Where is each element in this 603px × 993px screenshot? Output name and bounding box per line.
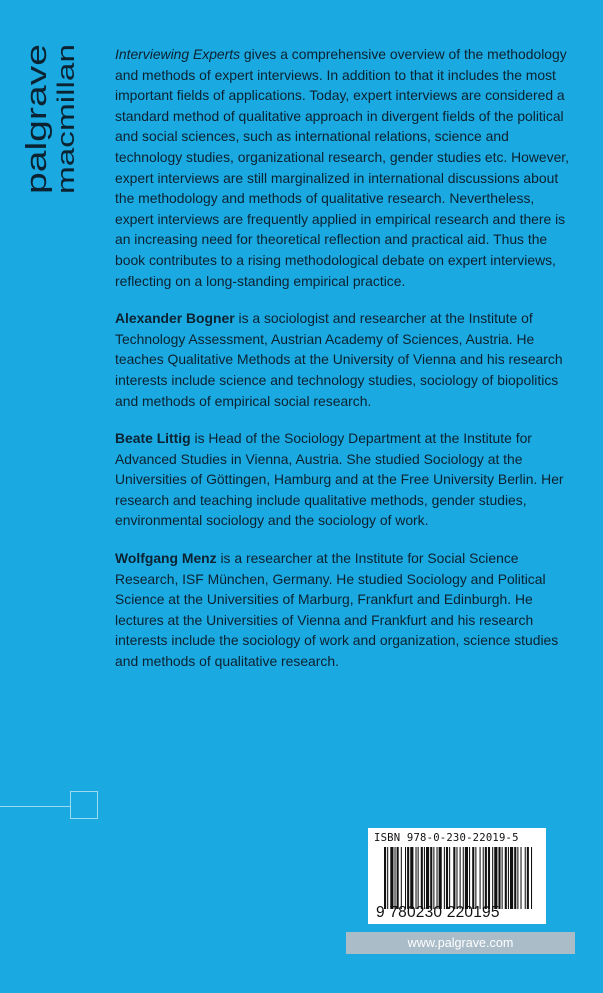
- barcode-bar: [387, 847, 388, 909]
- back-cover-text: [115, 44, 570, 689]
- author-name: Alexander Bogner: [115, 310, 235, 327]
- barcode-bar: [494, 847, 497, 909]
- barcode-bar: [480, 847, 481, 909]
- barcode-bar: [384, 847, 386, 909]
- ean-digits: 9 780230 220195: [376, 904, 500, 921]
- publisher-logo: [14, 44, 80, 194]
- barcode-bar: [498, 847, 500, 909]
- barcode-bar: [421, 847, 423, 909]
- barcode-bar: [405, 847, 406, 909]
- barcode-bar: [527, 847, 529, 909]
- barcode-bar: [426, 847, 429, 909]
- barcode-bar: [463, 847, 464, 909]
- barcode-bar: [430, 847, 432, 909]
- barcode-bar: [525, 847, 526, 909]
- book-description: [115, 44, 570, 291]
- barcode-bar: [531, 847, 532, 909]
- barcode-bar: [433, 847, 434, 909]
- logo-line-palgrave: palgrave: [21, 82, 53, 194]
- barcode-bar: [453, 847, 455, 909]
- barcode-bar: [401, 847, 402, 909]
- barcode-bar: [505, 847, 507, 909]
- barcode-bar: [465, 847, 468, 909]
- author-bio: [115, 428, 570, 531]
- barcode-bar: [446, 847, 448, 909]
- barcode-bar: [475, 847, 476, 909]
- barcode-bar: [390, 847, 393, 909]
- barcode-bar: [492, 847, 493, 909]
- barcode-bar: [485, 847, 487, 909]
- barcode-bar: [444, 847, 445, 909]
- isbn-label: ISBN 978-0-230-22019-5: [374, 832, 519, 844]
- decorative-square-outline: [70, 791, 98, 819]
- barcode-bar: [416, 847, 417, 909]
- book-title: Interviewing Experts: [115, 46, 241, 62]
- barcode-bar: [488, 847, 490, 909]
- isbn-barcode: [368, 828, 546, 924]
- barcode-bar: [469, 847, 470, 909]
- barcode-bar: [439, 847, 442, 909]
- barcode-bar: [410, 847, 413, 909]
- barcode-bar: [418, 847, 419, 909]
- barcode-bar: [437, 847, 438, 909]
- barcode-bar: [456, 847, 457, 909]
- barcode-bar: [508, 847, 509, 909]
- barcode-bars: [374, 847, 540, 909]
- barcode-bar: [472, 847, 474, 909]
- description-body: gives a comprehensive overview of the methodology and methods of expert interviews. In addition to that it includes the most important fields of applications. Today, expert interviews are considered a standard method of qualitative approach in divergent fields of the political and social sciences, such as international relations, science and technology studies, organizational research, gender studies etc. However, expert interviews are still marginalized in international discussions about the methodology and methods of qualitative research. Nevertheless, expert interviews are frequently applied in empirical research and there is an increasing need for theoretical reflection and practical aid. Thus the book contributes to a rising methodological debate on expert interviews, reflecting on a long-standing empirical practice.: [115, 46, 570, 289]
- publisher-website: www.palgrave.com: [346, 932, 575, 954]
- barcode-bar: [449, 847, 450, 909]
- barcode-bar: [460, 847, 461, 909]
- barcode-bar: [521, 847, 522, 909]
- logo-line-macmillan: macmillan: [53, 85, 80, 194]
- barcode-bar: [395, 847, 396, 909]
- author-bio: [115, 308, 570, 411]
- barcode-bar: [514, 847, 516, 909]
- barcode-bar: [397, 847, 399, 909]
- author-bio: [115, 548, 570, 672]
- barcode-bar: [424, 847, 425, 909]
- barcode-bar: [510, 847, 513, 909]
- author-name: Wolfgang Menz: [115, 550, 217, 567]
- author-name: Beate Littig: [115, 430, 191, 447]
- decorative-rule: [0, 806, 70, 807]
- author-bio-text: is a sociologist and researcher at the Institute of Technology Assessment, Austrian Academy of Sciences, Austria. He teaches Qualitative Methods at the University of Vienna and his research interests include science and technology studies, sociology of biopolitics and methods of empirical social research.: [115, 310, 563, 409]
- author-bio-text: is Head of the Sociology Department at the Institute for Advanced Studies in Vienna, Austria. She studied Sociology at the Universities of Göttingen, Hamburg and at the Free University Berlin. Her research and teaching include qualitative methods, gender studies, environmental sociology and the sociology of work.: [115, 430, 564, 529]
- barcode-bar: [407, 847, 409, 909]
- barcode-bar: [502, 847, 503, 909]
- barcode-bar: [483, 847, 484, 909]
- author-bio-text: is a researcher at the Institute for Social Science Research, ISF München, Germany. He studied Sociology and Political Science at the Universities of Marburg, Frankfurt and Edinburgh. He lectures at the Universities of Vienna and Frankfurt and his research interests include the sociology of work and organization, science studies and methods of qualitative research.: [115, 550, 559, 670]
- barcode-bar: [517, 847, 518, 909]
